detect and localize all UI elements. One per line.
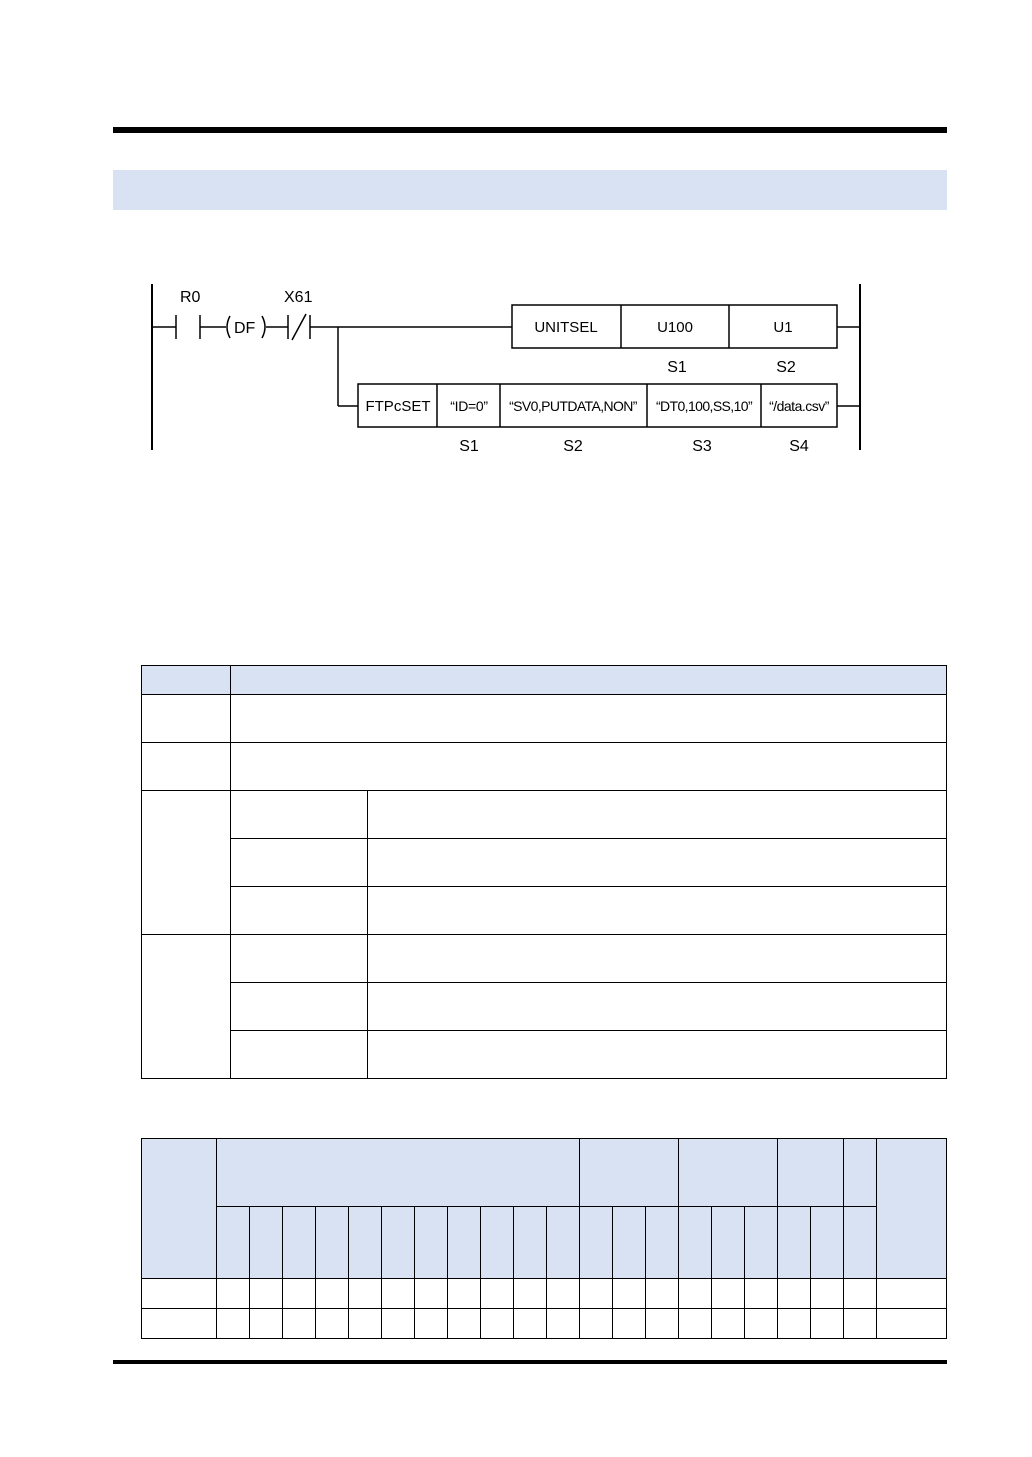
header-cell <box>679 1139 778 1207</box>
table-cell <box>368 983 947 1031</box>
table-cell <box>231 887 368 935</box>
table-row <box>142 887 947 935</box>
table-cell <box>231 743 947 791</box>
unitsel-instruction <box>512 305 837 376</box>
header-cell <box>844 1139 877 1207</box>
table-cell <box>368 935 947 983</box>
unitsel-operand-s1: U100 <box>657 319 693 336</box>
ftpcset-operand-s1: “ID=0” <box>450 398 488 414</box>
table-cell <box>142 935 231 1079</box>
ftpcset-param-s4: S4 <box>789 438 809 455</box>
device-subheader-row <box>142 1207 947 1279</box>
contact-r0 <box>176 289 201 339</box>
table-row <box>142 743 947 791</box>
table-row <box>142 695 947 743</box>
table-cell <box>142 743 231 791</box>
unitsel-param-s2: S2 <box>776 359 796 376</box>
table-row <box>142 1279 947 1309</box>
table-cell <box>231 983 368 1031</box>
ftpcset-param-s2: S2 <box>563 438 583 455</box>
table-cell <box>368 887 947 935</box>
bottom-rule <box>113 1360 947 1364</box>
contact-x61-label: X61 <box>284 289 313 306</box>
unitsel-operand-s2: U1 <box>773 319 793 336</box>
table-row <box>142 1309 947 1339</box>
header-cell <box>778 1139 844 1207</box>
header-cell <box>231 666 947 695</box>
section-header-band <box>113 170 947 210</box>
header-cell <box>142 666 231 695</box>
ftpcset-name: FTPcSET <box>365 398 431 415</box>
ftpcset-operand-s3: “DT0,100,SS,10” <box>655 398 753 414</box>
table-cell <box>231 935 368 983</box>
table-cell <box>368 1031 947 1079</box>
table-header-row <box>142 666 947 695</box>
ftpcset-param-s3: S3 <box>692 438 712 455</box>
contact-r0-label: R0 <box>180 289 201 306</box>
available-devices-table <box>141 1138 947 1339</box>
table-cell <box>368 839 947 887</box>
operand-table <box>141 665 947 1079</box>
table-row <box>142 935 947 983</box>
table-cell <box>231 1031 368 1079</box>
header-cell <box>142 1139 217 1279</box>
table-cell <box>231 695 947 743</box>
contact-x61-nc <box>284 289 313 340</box>
header-cell <box>217 1139 580 1207</box>
ftpcset-operand-s2: “SV0,PUTDATA,NON” <box>509 398 637 414</box>
table-cell <box>142 695 231 743</box>
ftpcset-instruction <box>358 384 837 455</box>
ladder-diagram <box>140 278 870 458</box>
df-differential <box>227 316 265 338</box>
table-row <box>142 839 947 887</box>
top-rule <box>113 127 947 133</box>
table-row <box>142 1031 947 1079</box>
unitsel-name: UNITSEL <box>534 319 598 336</box>
table-row <box>142 983 947 1031</box>
device-header-row <box>142 1139 947 1207</box>
header-cell <box>877 1139 947 1279</box>
df-label: DF <box>234 320 256 337</box>
unitsel-param-s1: S1 <box>667 359 687 376</box>
ftpcset-param-s1: S1 <box>459 438 479 455</box>
header-cell <box>580 1139 679 1207</box>
ftpcset-operand-s4: “/data.csv” <box>769 398 829 414</box>
table-cell <box>368 791 947 839</box>
table-cell <box>231 839 368 887</box>
table-cell <box>142 791 231 935</box>
table-row <box>142 791 947 839</box>
table-cell <box>231 791 368 839</box>
